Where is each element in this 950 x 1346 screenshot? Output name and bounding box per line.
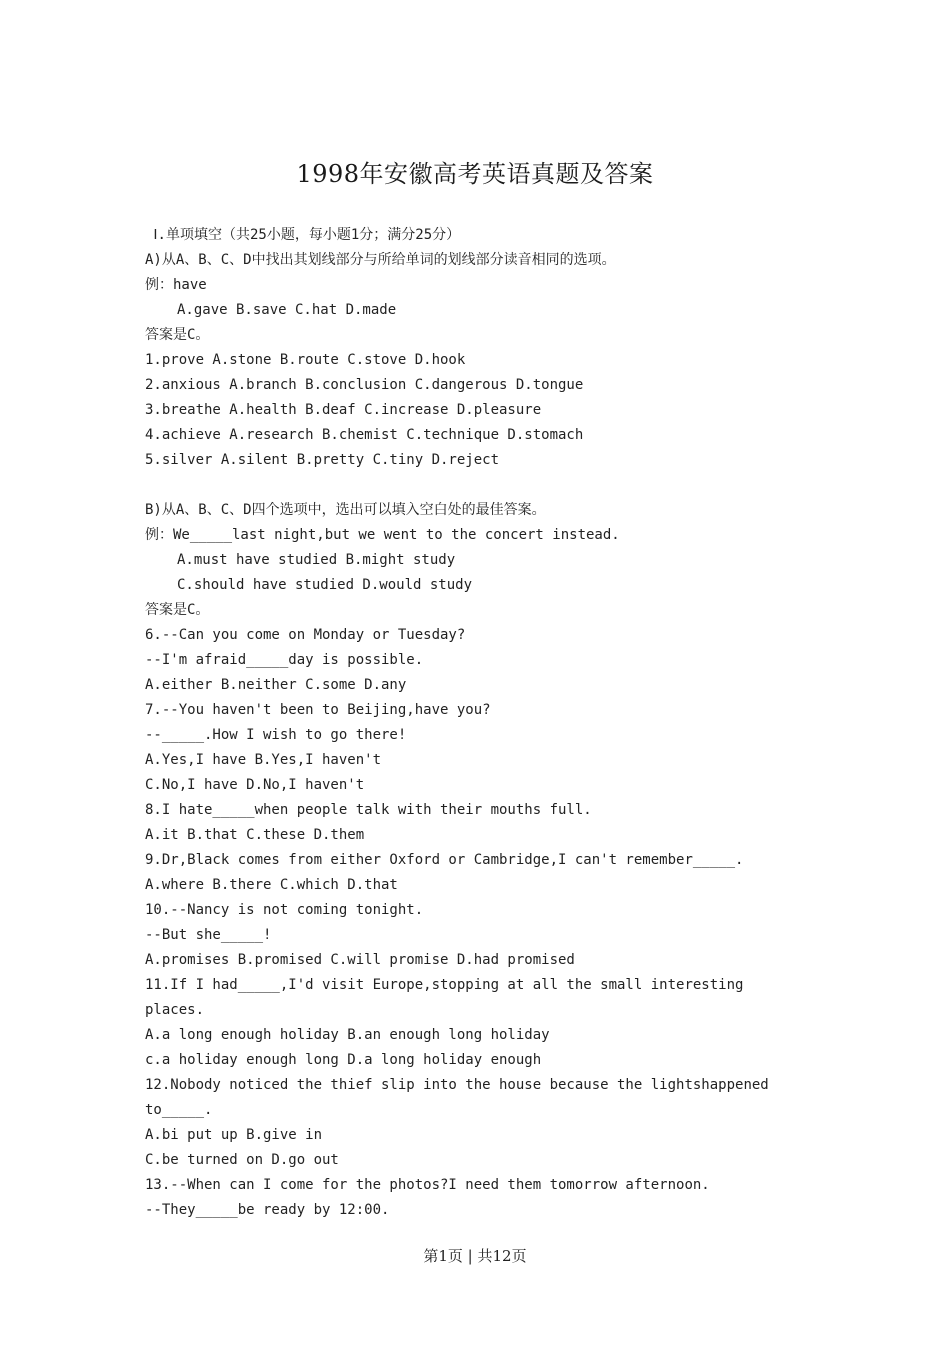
options-line: A.Yes,I have B.Yes,I haven't [145,752,382,768]
example-answer: 答案是C。 [145,327,210,343]
question-line: 12.Nobody noticed the thief slip into the house because the lightshappened [145,1077,769,1093]
part-a-instruction: A)从A、B、C、D中找出其划线部分与所给单词的划线部分读音相同的选项。 [145,252,616,268]
options-line: A.promises B.promised C.will promise D.had promised [145,952,575,968]
question-line: 7.--You haven't been to Beijing,have you? [145,702,491,718]
question-line: --They_____be ready by 12:00. [145,1202,390,1218]
options-line: C.No,I have D.No,I haven't [145,777,365,793]
question-line: places. [145,1002,205,1018]
question-line: --_____.How I wish to go there! [145,727,407,743]
options-line: C.be turned on D.go out [145,1152,339,1168]
question-line: 3.breathe A.health B.deaf C.increase D.pleasure [145,402,542,418]
question-line: 6.--Can you come on Monday or Tuesday? [145,627,466,643]
options-line: A.it B.that C.these D.them [145,827,365,843]
question-line: 9.Dr,Black comes from either Oxford or Cambridge,I can't remember_____. [145,852,744,868]
example-label: 例：have [145,277,207,293]
options-line: A.bi put up B.give in [145,1127,323,1143]
example-options: C.should have studied D.would study [177,577,473,593]
options-line: A.either B.neither C.some D.any [145,677,407,693]
page-footer: 第1页 | 共12页 [423,1247,527,1265]
options-line: c.a holiday enough long D.a long holiday enough [145,1052,542,1068]
options-line: A.where B.there C.which D.that [145,877,398,893]
question-line: 1.prove A.stone B.route C.stove D.hook [145,352,466,368]
document-body [145,223,805,1223]
question-line: --But she_____! [145,927,272,943]
question-line: 11.If I had_____,I'd visit Europe,stopping at all the small interesting [145,977,744,993]
part-b-instruction: B)从A、B、C、D四个选项中，选出可以填入空白处的最佳答案。 [145,502,546,518]
question-line: 13.--When can I come for the photos?I need them tomorrow afternoon. [145,1177,710,1193]
example-answer: 答案是C。 [145,602,210,618]
question-line: 4.achieve A.research B.chemist C.technique D.stomach [145,427,584,443]
options-line: A.a long enough holiday B.an enough long holiday [145,1027,550,1043]
blank-line [145,473,805,498]
question-line: --I'm afraid_____day is possible. [145,652,424,668]
question-line: to_____. [145,1102,213,1118]
question-line: 5.silver A.silent B.pretty C.tiny D.reject [145,452,500,468]
page-title: 1998年安徽高考英语真题及答案 [296,160,654,188]
question-line: 2.anxious A.branch B.conclusion C.dangerous D.tongue [145,377,584,393]
example-options: A.gave B.save C.hat D.made [177,302,397,318]
section-heading: Ⅰ.单项填空（共25小题，每小题1分；满分25分） [145,227,461,243]
example-sentence: 例：We_____last night,but we went to the concert instead. [145,527,620,543]
example-options: A.must have studied B.might study [177,552,456,568]
question-line: 8.I hate_____when people talk with their mouths full. [145,802,592,818]
question-line: 10.--Nancy is not coming tonight. [145,902,424,918]
